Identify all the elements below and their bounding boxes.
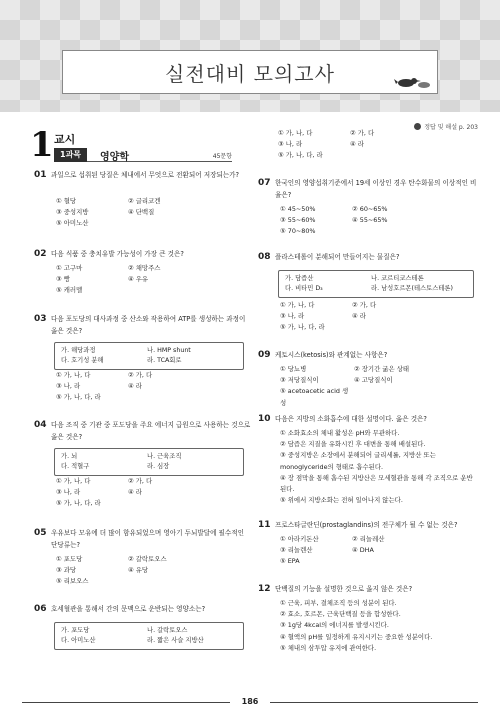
option[interactable]: ② 채망주스: [128, 264, 161, 272]
option[interactable]: ① 가, 나, 다: [278, 129, 313, 137]
statement: 가. 해당과정: [61, 347, 96, 354]
option[interactable]: ⑤ 가, 나, 다, 라: [280, 323, 325, 332]
option[interactable]: ⑤ 가, 나, 다, 라: [278, 151, 323, 160]
statement-box: [54, 448, 244, 476]
statement: 라. 남성호르몬(테스토스테론): [371, 285, 453, 293]
question-text: 다음 조직 중 기관 중 포도당을 주요 에너지 급원으로 사용하는 것으로 옳은 것은?: [51, 421, 251, 441]
option[interactable]: ③ 리놀렌산: [280, 546, 313, 555]
question-text: 다음은 지방의 소화흡수에 대한 설명이다. 옳은 것은?: [275, 415, 427, 423]
statement: 다. 아미노산: [61, 637, 96, 645]
option[interactable]: ⑤ 리보오스: [56, 577, 89, 586]
question-number: 12: [258, 584, 271, 594]
option[interactable]: ① 혈당: [56, 197, 77, 205]
option[interactable]: ① 포도당: [56, 555, 83, 563]
option[interactable]: ④ DHA: [352, 546, 374, 555]
option[interactable]: ⑤ 아미노산: [56, 219, 89, 228]
question-number: 01: [34, 170, 47, 180]
statement: 나. 코르티코스테론: [371, 275, 424, 282]
question-number: 02: [34, 249, 47, 259]
option[interactable]: ③ 1g당 4kcal의 에너지를 발생시킨다.: [280, 621, 389, 630]
statement: 가. 포도당: [61, 627, 90, 634]
option-list: [56, 196, 200, 230]
option[interactable]: ③ 55~60%: [280, 216, 316, 225]
subject-bar: [54, 148, 232, 162]
option-list: [280, 428, 476, 506]
option[interactable]: ③ 저당질식이: [280, 376, 319, 385]
option[interactable]: ② 가, 다: [128, 477, 153, 485]
statement: 가. 담즙산: [285, 275, 314, 282]
option[interactable]: ③ 나, 라: [278, 140, 303, 149]
question-text: 과일으로 섭취된 당질은 체내에서 무엇으로 전환되어 저장되는가?: [51, 171, 240, 179]
statement: 나. HMP shunt: [147, 347, 191, 354]
option[interactable]: ⑤ 캐러멜: [56, 286, 83, 295]
option[interactable]: ② 리놀레산: [352, 535, 385, 543]
question-text: 다음 식품 중 충치유발 가능성이 가장 큰 것은?: [51, 250, 184, 258]
statement: 나. 갈락토오스: [147, 627, 188, 634]
question-number: 08: [258, 252, 271, 262]
option[interactable]: ⑤ 체내의 삼투압 유지에 관여한다.: [280, 643, 377, 652]
option[interactable]: ③ 과당: [56, 566, 77, 575]
statement-box: [54, 622, 244, 650]
answer-reference: [414, 122, 478, 131]
option[interactable]: ④ 유당: [128, 566, 149, 575]
option[interactable]: ⑤ 가, 나, 다, 라: [56, 393, 101, 402]
option[interactable]: ① 가, 나, 다: [280, 301, 315, 309]
option-list: [56, 263, 200, 297]
option[interactable]: ④ 라: [350, 140, 364, 149]
option-list: [280, 534, 424, 568]
option[interactable]: ② 가, 다: [350, 129, 375, 137]
option[interactable]: ① 근육, 피부, 결체조직 등의 성분이 된다.: [280, 599, 397, 607]
option[interactable]: ② 갈락토오스: [128, 555, 167, 563]
option-list: [280, 364, 454, 409]
option[interactable]: ② 효소, 호르몬, 근육단백질 등을 합성한다.: [280, 610, 401, 619]
session-label: 교시: [54, 133, 76, 146]
option[interactable]: ① 가, 나, 다: [56, 371, 91, 379]
question-text: 우유보다 모유에 더 많이 함유되었으며 영아기 두뇌발달에 필수적인 단당류는?: [51, 529, 245, 549]
option[interactable]: ① 아라키돈산: [280, 535, 319, 543]
statement: 다. 호기성 분해: [61, 357, 104, 365]
option[interactable]: ② 가, 다: [352, 301, 377, 309]
question-number: 07: [258, 178, 271, 188]
option[interactable]: ① 고구마: [56, 264, 83, 272]
option-list: [280, 300, 424, 334]
option[interactable]: ④ 장 점막을 통해 흡수된 지방산은 모세혈관을 통해 각 조직으로 운반된다.: [280, 473, 473, 494]
statement-box: [278, 270, 474, 298]
statement-box: [54, 342, 244, 370]
option[interactable]: ⑤ 위에서 지방소화는 전혀 일어나지 않는다.: [280, 496, 403, 505]
statement: 다. 비타민 D₃: [285, 285, 323, 293]
bird-decoration-icon: [394, 72, 432, 90]
option[interactable]: ⑤ 70~80%: [280, 227, 316, 236]
option[interactable]: ① 당뇨병: [280, 365, 307, 373]
option-list: [280, 204, 424, 238]
statement: 라. TCA회로: [147, 357, 182, 365]
question-number: 03: [34, 314, 47, 324]
question-number: 05: [34, 528, 47, 538]
option[interactable]: ④ 우유: [128, 275, 149, 284]
option[interactable]: ② 60~65%: [352, 205, 388, 213]
option[interactable]: ⑤ acetoacetic acid 생성: [280, 387, 349, 407]
statement: 가. 뇌: [61, 453, 78, 460]
question-text: 플라스테롤이 분해되어 만들어지는 물질은?: [275, 253, 400, 261]
option[interactable]: ③ 중성지방: [56, 208, 89, 217]
option[interactable]: ② 장기간 굶은 상태: [354, 365, 410, 373]
page-number: 186: [230, 695, 270, 709]
question-number: 04: [34, 420, 47, 430]
option[interactable]: ④ 혈액의 pH를 일정하게 유지시키는 중요한 성분이다.: [280, 632, 433, 641]
option-list: [56, 370, 200, 404]
option[interactable]: ③ 중성지방은 소장에서 분해되어 글리세롤, 지방산 또는 monoglyceride의 형태로 흡수된다.: [280, 451, 436, 471]
reference-text: 정답 및 해설 p. 203: [424, 124, 478, 131]
option[interactable]: ④ 55~65%: [352, 216, 388, 225]
option[interactable]: ③ 나, 라: [56, 382, 81, 391]
subject-name: 영양학: [100, 152, 129, 163]
option[interactable]: ③ 나, 라: [56, 488, 81, 497]
option[interactable]: ② 가, 다: [128, 371, 153, 379]
statement: 다. 적혈구: [61, 463, 90, 471]
question-number: 10: [258, 414, 271, 424]
option[interactable]: ① 45~50%: [280, 205, 316, 213]
option[interactable]: ⑤ EPA: [280, 557, 300, 566]
question-text: 프로스타글란딘(prostaglandins)의 전구체가 될 수 없는 것은?: [275, 521, 458, 529]
statement: 라. 심장: [147, 463, 170, 471]
question-text: 케토시스(ketosis)와 관계없는 사항은?: [275, 351, 388, 359]
option[interactable]: ① 소화효소의 체내 활성은 pH와 무관하다.: [280, 429, 400, 437]
option[interactable]: ④ 라: [128, 488, 142, 497]
question-text: 다음 포도당의 대사과정 중 산소와 작용하여 ATP를 생성하는 과정이 옳은 것은?: [51, 315, 246, 335]
subject-tag: 1과목: [54, 148, 87, 162]
question-number: 11: [258, 520, 271, 530]
option[interactable]: ④ 라: [352, 312, 366, 321]
question-text: 단백질의 기능을 설명한 것으로 옳지 않은 것은?: [275, 585, 413, 593]
option[interactable]: ③ 나, 라: [280, 312, 305, 321]
statement: 라. 짧은 사슬 지방산: [147, 637, 204, 645]
option[interactable]: ⑤ 가, 나, 다, 라: [56, 499, 101, 508]
question-count: 45문항: [212, 153, 232, 160]
session-number: 1: [30, 125, 54, 165]
option[interactable]: ① 가, 나, 다: [56, 477, 91, 485]
question-text: 호세혈관을 통해서 간의 문맥으로 운반되는 영양소는?: [51, 605, 206, 613]
option-list: [280, 598, 476, 654]
option[interactable]: ② 글리코겐: [128, 197, 161, 205]
question-number: 09: [258, 350, 271, 360]
option-list: [278, 128, 422, 162]
question-text: 한국인의 영양섭취기준에서 19세 이상인 경우 탄수화물의 이상적인 비율은?: [275, 179, 477, 199]
statement: 나. 근육조직: [147, 453, 182, 460]
option[interactable]: ② 담즙은 지질을 유화시킨 후 대변을 통해 배설된다.: [280, 440, 426, 449]
page-title: 실전대비 모의고사: [165, 61, 335, 86]
option[interactable]: ④ 단백질: [128, 208, 155, 217]
option-list: [56, 476, 200, 510]
title-box: [62, 50, 438, 94]
question-number: 06: [34, 604, 47, 614]
option[interactable]: ④ 라: [128, 382, 142, 391]
option-list: [56, 554, 200, 588]
option[interactable]: ③ 빵: [56, 275, 70, 284]
option[interactable]: ④ 고당질식이: [354, 376, 393, 385]
